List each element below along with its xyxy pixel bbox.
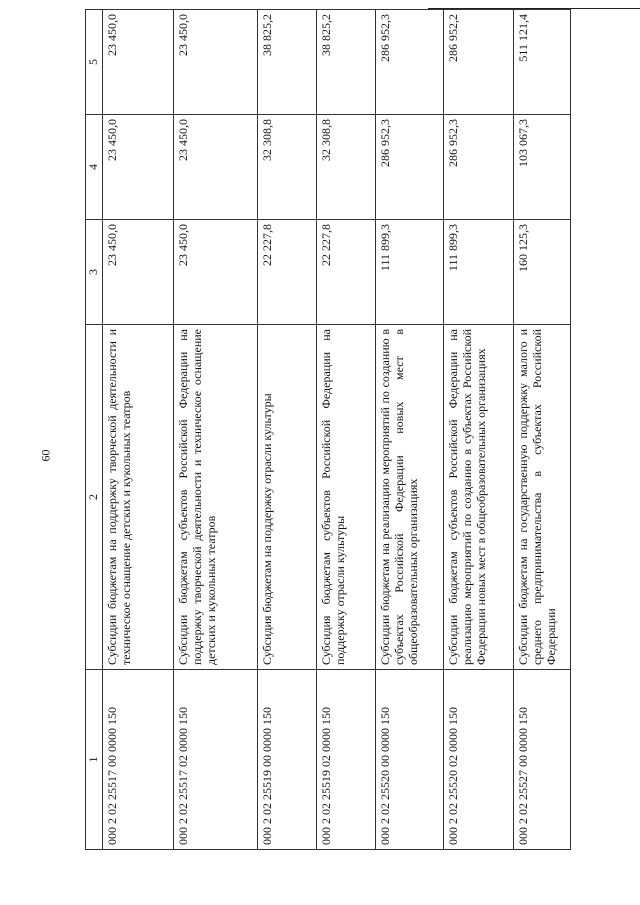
amount-col4-cell: 103 067,3 (514, 115, 571, 220)
item-name-cell: Субсидии бюджетам субъектов Российской Федерации на реализацию мероприятий по созданию в субъектах Российской Федерации новых мест в общеобразовательных организациях (444, 325, 514, 670)
budget-code-cell: 000 2 02 25519 00 0000 150 (258, 670, 317, 850)
column-header: 5 (86, 10, 103, 115)
item-name-cell: Субсидия бюджетам субъектов Российской Федерации на поддержку отрасли культуры (317, 325, 376, 670)
budget-code-cell: 000 2 02 25520 02 0000 150 (444, 670, 514, 850)
budget-code-cell: 000 2 02 25517 00 0000 150 (103, 670, 174, 850)
column-header: 1 (86, 670, 103, 850)
page-number: 60 (38, 449, 53, 462)
budget-code-cell: 000 2 02 25517 02 0000 150 (174, 670, 258, 850)
table-row (258, 10, 317, 850)
table-row (103, 10, 174, 850)
amount-col4-cell: 32 308,8 (317, 115, 376, 220)
budget-table (85, 9, 571, 850)
amount-col5-cell: 23 450,0 (174, 10, 258, 115)
amount-col4-cell: 32 308,8 (258, 115, 317, 220)
amount-col5-cell: 38 825,2 (258, 10, 317, 115)
table-row (444, 10, 514, 850)
column-header: 4 (86, 115, 103, 220)
item-name-cell: Субсидия бюджетам на поддержку отрасли культуры (258, 325, 317, 670)
amount-col4-cell: 23 450,0 (174, 115, 258, 220)
amount-col3-cell: 23 450,0 (174, 220, 258, 325)
amount-col3-cell: 22 227,8 (317, 220, 376, 325)
amount-col3-cell: 160 125,3 (514, 220, 571, 325)
table-row (514, 10, 571, 850)
budget-code-cell: 000 2 02 25519 02 0000 150 (317, 670, 376, 850)
amount-col4-cell: 286 952,3 (376, 115, 444, 220)
rotated-page-content (85, 10, 610, 850)
budget-code-cell: 000 2 02 25527 00 0000 150 (514, 670, 571, 850)
column-header: 2 (86, 325, 103, 670)
item-name-cell: Субсидии бюджетам на реализацию мероприятий по созданию в субъектах Российской Федерации новых мест в общеобразовательных организациях (376, 325, 444, 670)
amount-col5-cell: 286 952,2 (444, 10, 514, 115)
amount-col5-cell: 511 121,4 (514, 10, 571, 115)
amount-col4-cell: 23 450,0 (103, 115, 174, 220)
table-row (174, 10, 258, 850)
amount-col3-cell: 23 450,0 (103, 220, 174, 325)
amount-col3-cell: 22 227,8 (258, 220, 317, 325)
table-header-row (86, 10, 103, 850)
table-row (376, 10, 444, 850)
amount-col4-cell: 286 952,3 (444, 115, 514, 220)
amount-col3-cell: 111 899,3 (376, 220, 444, 325)
amount-col5-cell: 38 825,2 (317, 10, 376, 115)
column-header: 3 (86, 220, 103, 325)
amount-col3-cell: 111 899,3 (444, 220, 514, 325)
item-name-cell: Субсидии бюджетам на поддержку творческой деятельности и техническое оснащение детских и кукольных театров (103, 325, 174, 670)
budget-code-cell: 000 2 02 25520 00 0000 150 (376, 670, 444, 850)
table-row (317, 10, 376, 850)
amount-col5-cell: 286 952,3 (376, 10, 444, 115)
item-name-cell: Субсидии бюджетам субъектов Российской Федерации на поддержку творческой деятельности и техническое оснащение детских и кукольных театров (174, 325, 258, 670)
item-name-cell: Субсидии бюджетам на государственную поддержку малого и среднего предпринимательства в субъектах Российской Федерации (514, 325, 571, 670)
amount-col5-cell: 23 450,0 (103, 10, 174, 115)
